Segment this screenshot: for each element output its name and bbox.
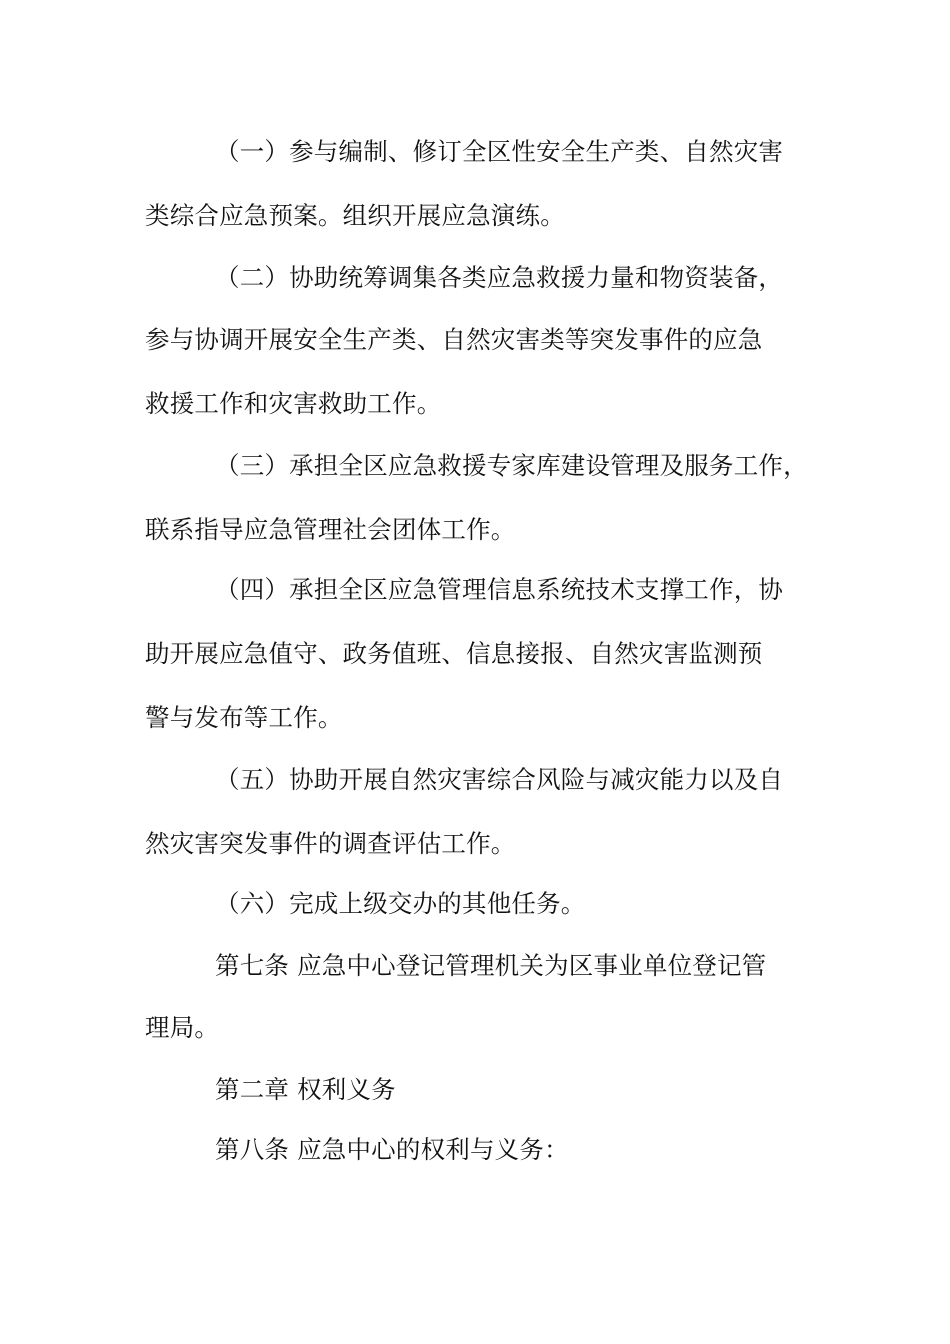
paragraph-line: （三）承担全区应急救援专家库建设管理及服务工作，: [215, 451, 808, 480]
paragraph-line: 参与协调开展安全生产类、自然灾害类等突发事件的应急: [145, 325, 763, 354]
article-line: 理局。: [145, 1013, 220, 1042]
paragraph-line: 类综合应急预案。组织开展应急演练。: [145, 201, 565, 230]
paragraph-line: （五）协助开展自然灾害综合风险与减灾能力以及自: [215, 765, 784, 794]
paragraph-line: 联系指导应急管理社会团体工作。: [145, 515, 516, 544]
article-line: 第七条 应急中心登记管理机关为区事业单位登记管: [215, 951, 767, 980]
paragraph-line: 救援工作和灾害救助工作。: [145, 389, 442, 418]
paragraph-line: （一）参与编制、修订全区性安全生产类、自然灾害: [215, 137, 784, 166]
chapter-heading: 第二章 权利义务: [215, 1075, 396, 1104]
paragraph-line: 然灾害突发事件的调查评估工作。: [145, 829, 516, 858]
paragraph-line: （二）协助统筹调集各类应急救援力量和物资装备，: [215, 263, 784, 292]
paragraph-line: （四）承担全区应急管理信息系统技术支撑工作，协: [215, 575, 784, 604]
paragraph-line: （六）完成上级交办的其他任务。: [215, 889, 586, 918]
paragraph-line: 助开展应急值守、政务值班、信息接报、自然灾害监测预: [145, 639, 763, 668]
article-line: 第八条 应急中心的权利与义务：: [215, 1135, 569, 1164]
paragraph-line: 警与发布等工作。: [145, 703, 343, 732]
